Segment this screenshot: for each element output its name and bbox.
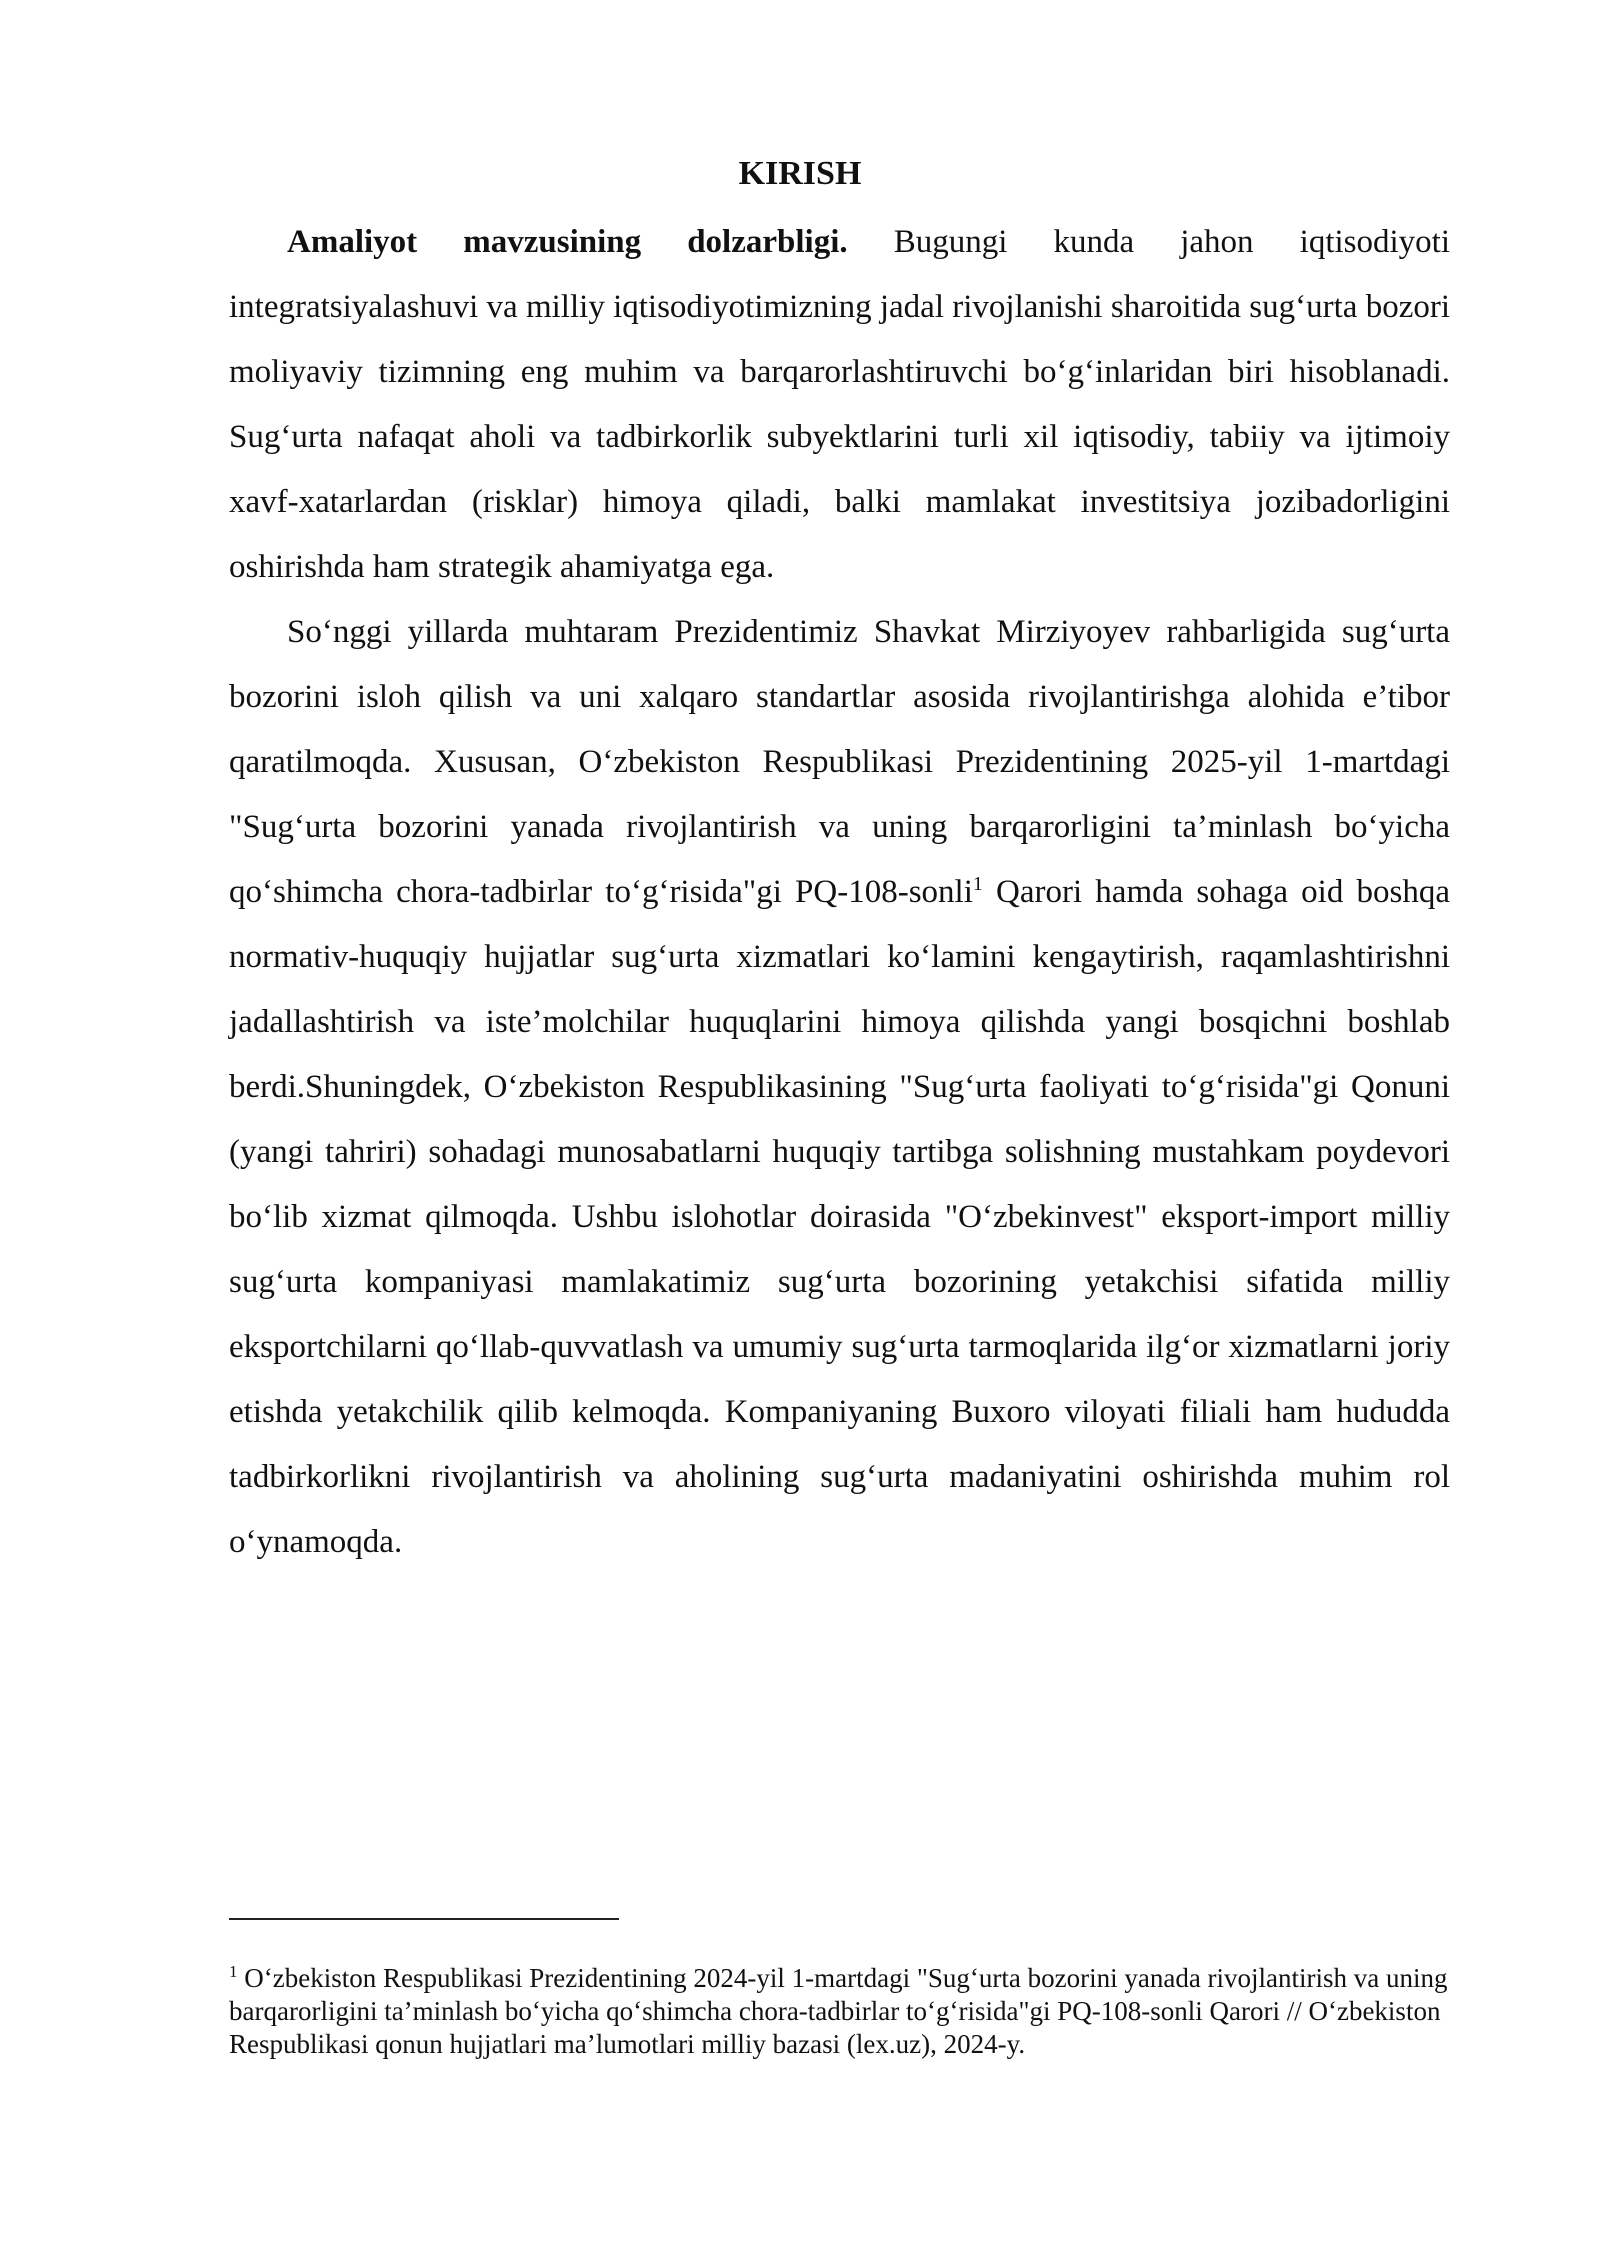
main-body <box>229 210 1450 1575</box>
footnote-reference[interactable]: 1 <box>972 873 983 895</box>
paragraph-text-before-ref: So‘nggi yillarda muhtaram Prezidentimiz Shavkat Mirziyoyev rahbarligida sug‘urta bozorini isloh qilish va uni xalqaro standartlar asosida rivojlantirishga alohida e’tibor qaratilmoqda. Xususan, O‘zbekiston Respublikasi Prezidentining 2025-yil 1-martdagi "Sug‘urta bozorini yanada rivojlantirish va uning barqarorligini ta’minlash bo‘yicha qo‘shimcha chora-tadbirlar to‘g‘risida"gi PQ-108-sonli <box>229 614 1450 910</box>
paragraph-lead: Amaliyot mavzusining dolzarbligi. <box>287 224 848 260</box>
paragraph-text: Bugungi kunda jahon iqtisodiyoti integratsiyalashuvi va milliy iqtisodiyotimizning jadal rivojlanishi sharoitida sug‘urta bozori moliyaviy tizimning eng muhim va barqarorlashtiruvchi bo‘g‘inlaridan biri hisoblanadi. Sug‘urta nafaqat aholi va tadbirkorlik subyektlarini turli xil iqtisodiy, tabiiy va ijtimoiy xavf-xatarlardan (risklar) himoya qiladi, balki mamlakat investitsiya jozibadorligini oshirishda ham strategik ahamiyatga ega. <box>229 224 1450 585</box>
paragraph-text-after-ref: Qarori hamda sohaga oid boshqa normativ-huquqiy hujjatlar sug‘urta xizmatlari ko‘lamini kengaytirish, raqamlashtirishni jadallashtirish va iste’molchilar huquqlarini himoya qilishda yangi bosqichni boshlab berdi.Shuningdek, O‘zbekiston Respublikasining "Sug‘urta faoliyati to‘g‘risida"gi Qonuni (yangi tahriri) sohadagi munosabatlarni huquqiy tartibga solishning mustahkam poydevori bo‘lib xizmat qilmoqda. Ushbu islohotlar doirasida "O‘zbekinvest" eksport-import milliy sug‘urta kompaniyasi mamlakatimiz sug‘urta bozorining yetakchisi sifatida milliy eksportchilarni qo‘llab-quvvatlash va umumiy sug‘urta tarmoqlarida ilg‘or xizmatlarni joriy etishda yetakchilik qilib kelmoqda. Kompaniyaning Buxoro viloyati filiali ham hududda tadbirkorlikni rivojlantirish va aholining sug‘urta madaniyatini oshirishda muhim rol o‘ynamoqda. <box>229 874 1450 1560</box>
paragraph-reforms <box>229 600 1450 1575</box>
page-heading: KIRISH <box>738 155 862 192</box>
footnote-separator <box>229 1918 619 1920</box>
footnote-mark: 1 <box>229 1962 238 1981</box>
paragraph-relevance <box>229 210 1450 600</box>
footnote-text: O‘zbekiston Respublikasi Prezidentining 2024-yil 1-martdagi "Sug‘urta bozorini yanada rivojlantirish va uning barqarorligini ta’minlash bo‘yicha qo‘shimcha chora-tadbirlar to‘g‘risida"gi PQ-108-sonli Qarori // O‘zbekiston Respublikasi qonun hujjatlari ma’lumotlari milliy bazasi (lex.uz), 2024-y. <box>229 1963 1448 2059</box>
footnote <box>229 1962 1450 2061</box>
